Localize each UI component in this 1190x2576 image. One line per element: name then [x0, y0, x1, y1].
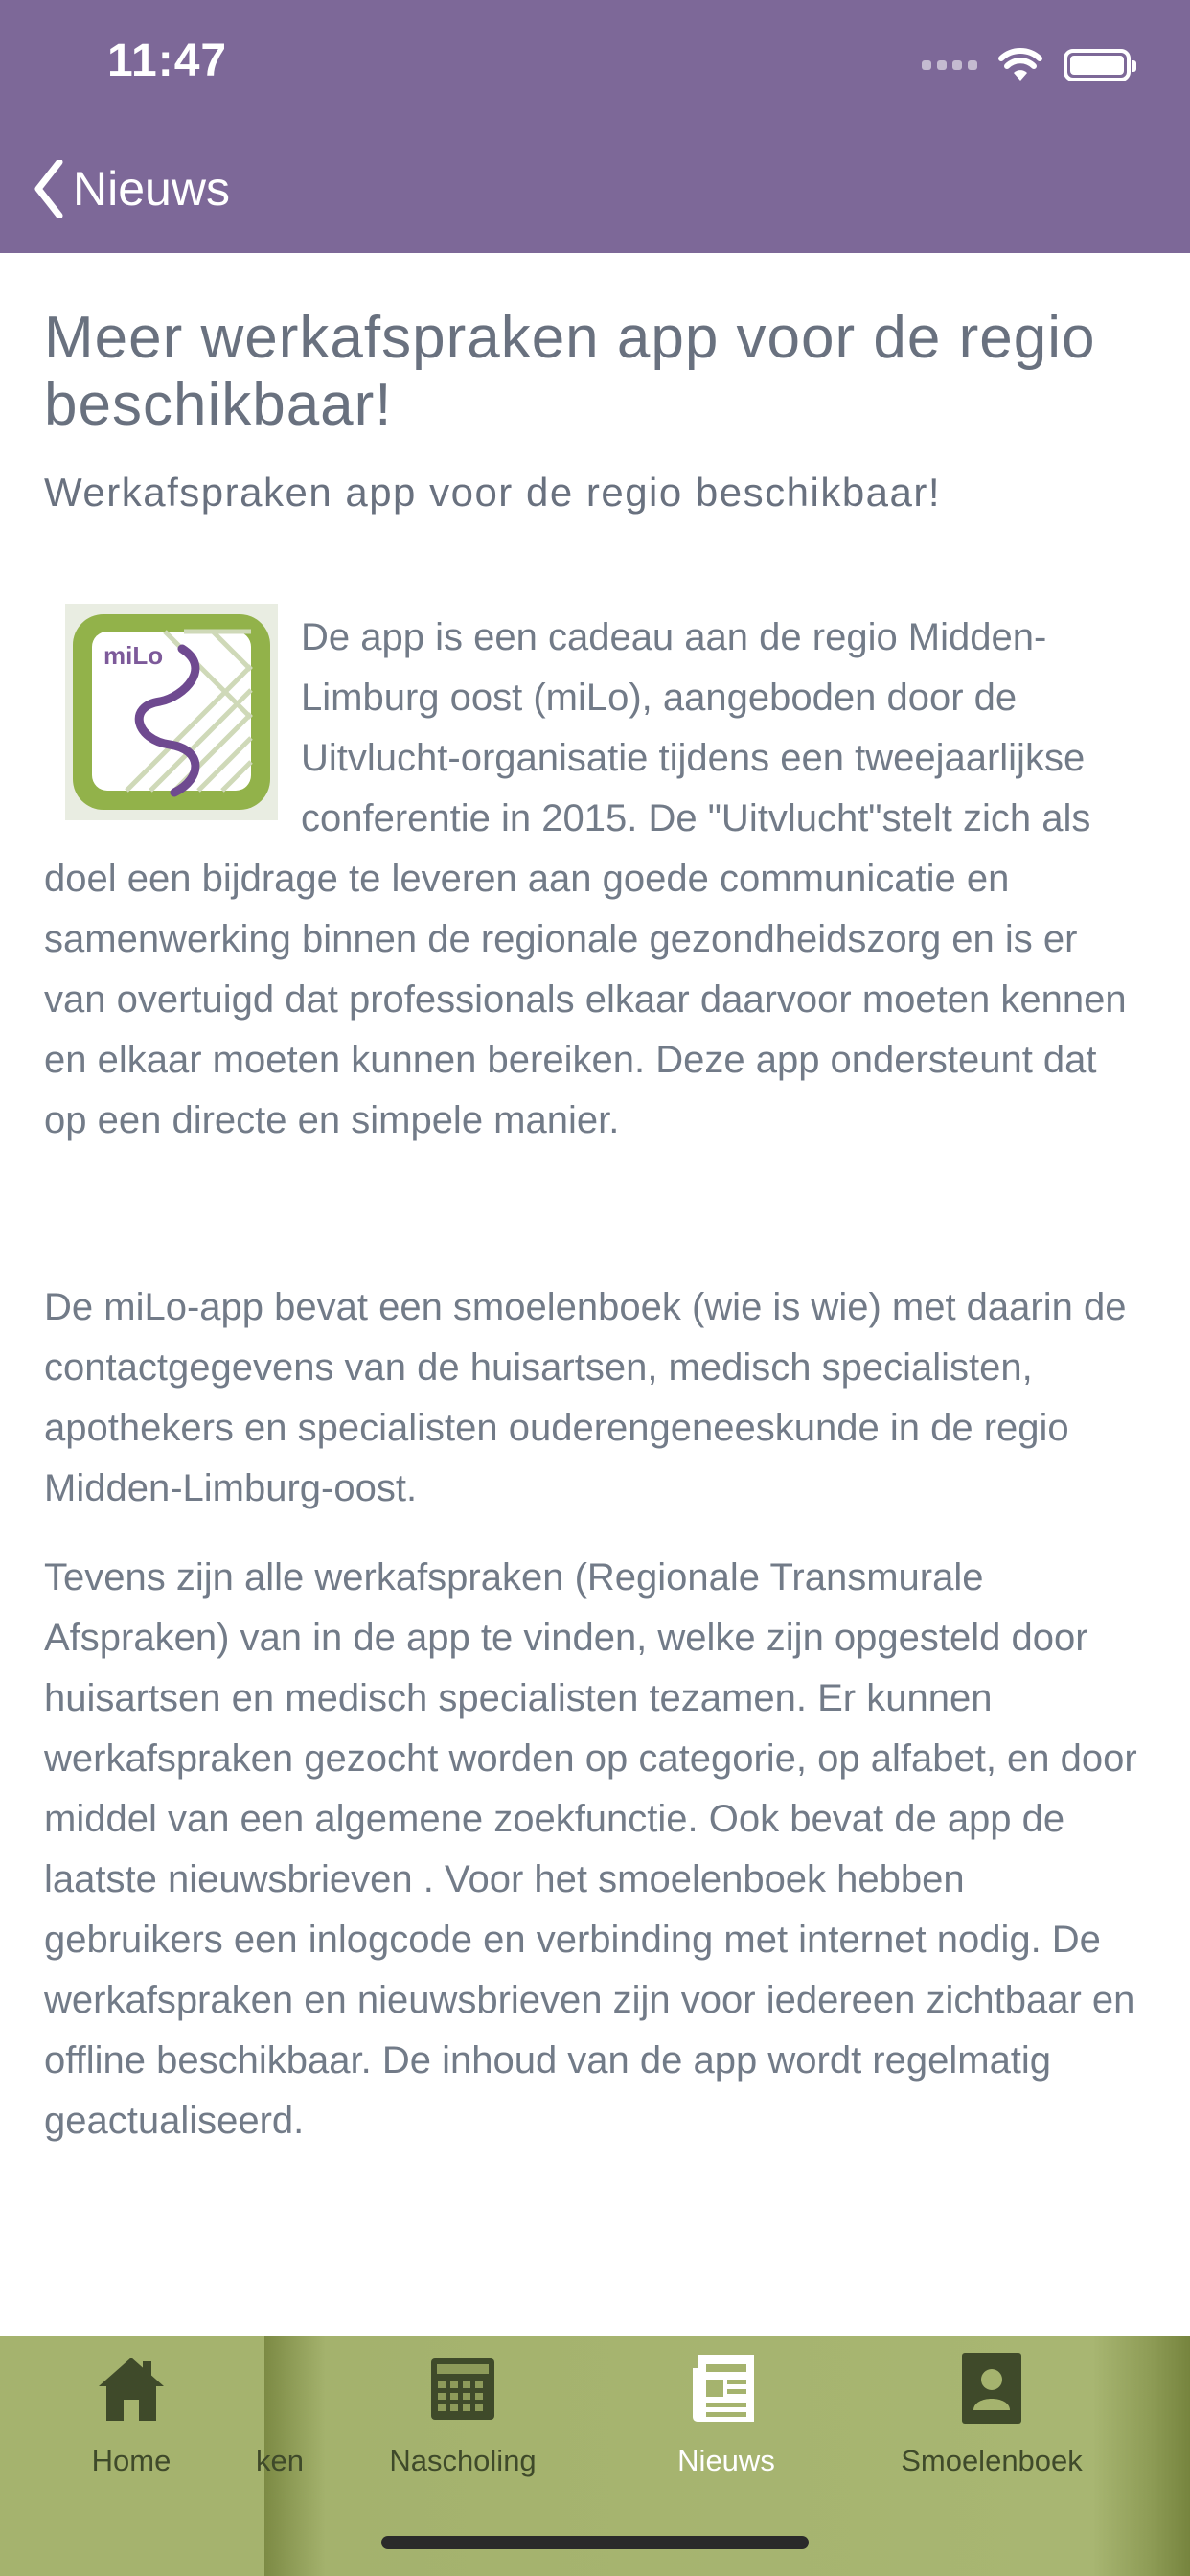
article-subtitle: Werkafspraken app voor de regio beschikbaar! — [44, 470, 942, 515]
tab-home-label: Home — [91, 2444, 172, 2477]
calendar-icon — [429, 2355, 496, 2422]
wifi-icon — [998, 48, 1042, 82]
article-title: Meer werkafspraken app voor de regio beschikbaar! — [44, 305, 1096, 438]
tab-nieuws[interactable] — [652, 2336, 801, 2490]
tab-nascholing-label: Nascholing — [389, 2444, 537, 2477]
tab-home[interactable] — [57, 2336, 205, 2490]
status-time: 11:47 — [107, 35, 228, 86]
newspaper-icon — [691, 2351, 762, 2426]
back-button[interactable] — [34, 155, 230, 222]
contact-book-icon — [960, 2351, 1023, 2426]
article-paragraph: Tevens zijn alle werkafspraken (Regionale Transmurale Afspraken) van in de app te vinden, welke zijn opgesteld door huisartsen en medisch specialisten tezamen. Er kunnen werkafspraken gezocht worden op categorie, op alfabet, en door middel van een algemene zoekfunctie. Ook bevat de app de laatste nieuwsbrieven . Voor het smoelenboek hebben gebruikers een inlogcode en verbinding met internet nodig. De werkafspraken en nieuwsbrieven zijn voor iedereen zichtbaar en offline beschikbaar. De inhoud van de app wordt regelmatig geactualiseerd. — [44, 1556, 1137, 2142]
article-content — [44, 305, 1146, 2151]
home-indicator[interactable] — [381, 2536, 809, 2549]
svg-text:miLo: miLo — [103, 641, 164, 670]
tab-nieuws-label: Nieuws — [677, 2444, 775, 2477]
battery-icon — [1064, 49, 1131, 81]
milo-logo — [65, 604, 278, 820]
cellular-signal-icon — [922, 60, 977, 70]
back-button-label: Nieuws — [73, 162, 230, 216]
paragraph-text: De app is een cadeau aan de regio Midden-Limburg oost (miLo), aangeboden door de Uitvlucht-organisatie tijdens een tweejaarlijkse conferentie in 2015. De "Uitvlucht"stelt zich als doel een bijdrage te leveren aan goede communicatie en samenwerking binnen de regionale gezondheidszorg en is er van overtuigd dat professionals elkaar daarvoor moeten kennen en elkaar moeten kunnen bereiken. Deze app ondersteunt dat op een directe en simpele manier. — [44, 616, 1127, 1141]
chevron-left-icon — [34, 160, 63, 218]
tab-werkafspraken[interactable] — [251, 2336, 309, 2490]
tab-smoelenboek[interactable] — [881, 2336, 1102, 2490]
status-icons — [922, 44, 1131, 86]
header-bar — [0, 0, 1190, 253]
tab-smoelenboek-label: Smoelenboek — [901, 2444, 1083, 2477]
tab-nascholing[interactable] — [364, 2336, 561, 2490]
article-paragraph — [44, 608, 1146, 1151]
article-paragraph: De miLo-app bevat een smoelenboek (wie is wie) met daarin de contactgegevens van de huisartsen, medisch specialisten, apothekers en specialisten ouderengeneeskunde in de regio Midden-Limburg-oost. — [44, 1286, 1127, 1509]
tab-werkafspraken-label: ken — [256, 2444, 304, 2477]
home-icon — [97, 2354, 166, 2423]
